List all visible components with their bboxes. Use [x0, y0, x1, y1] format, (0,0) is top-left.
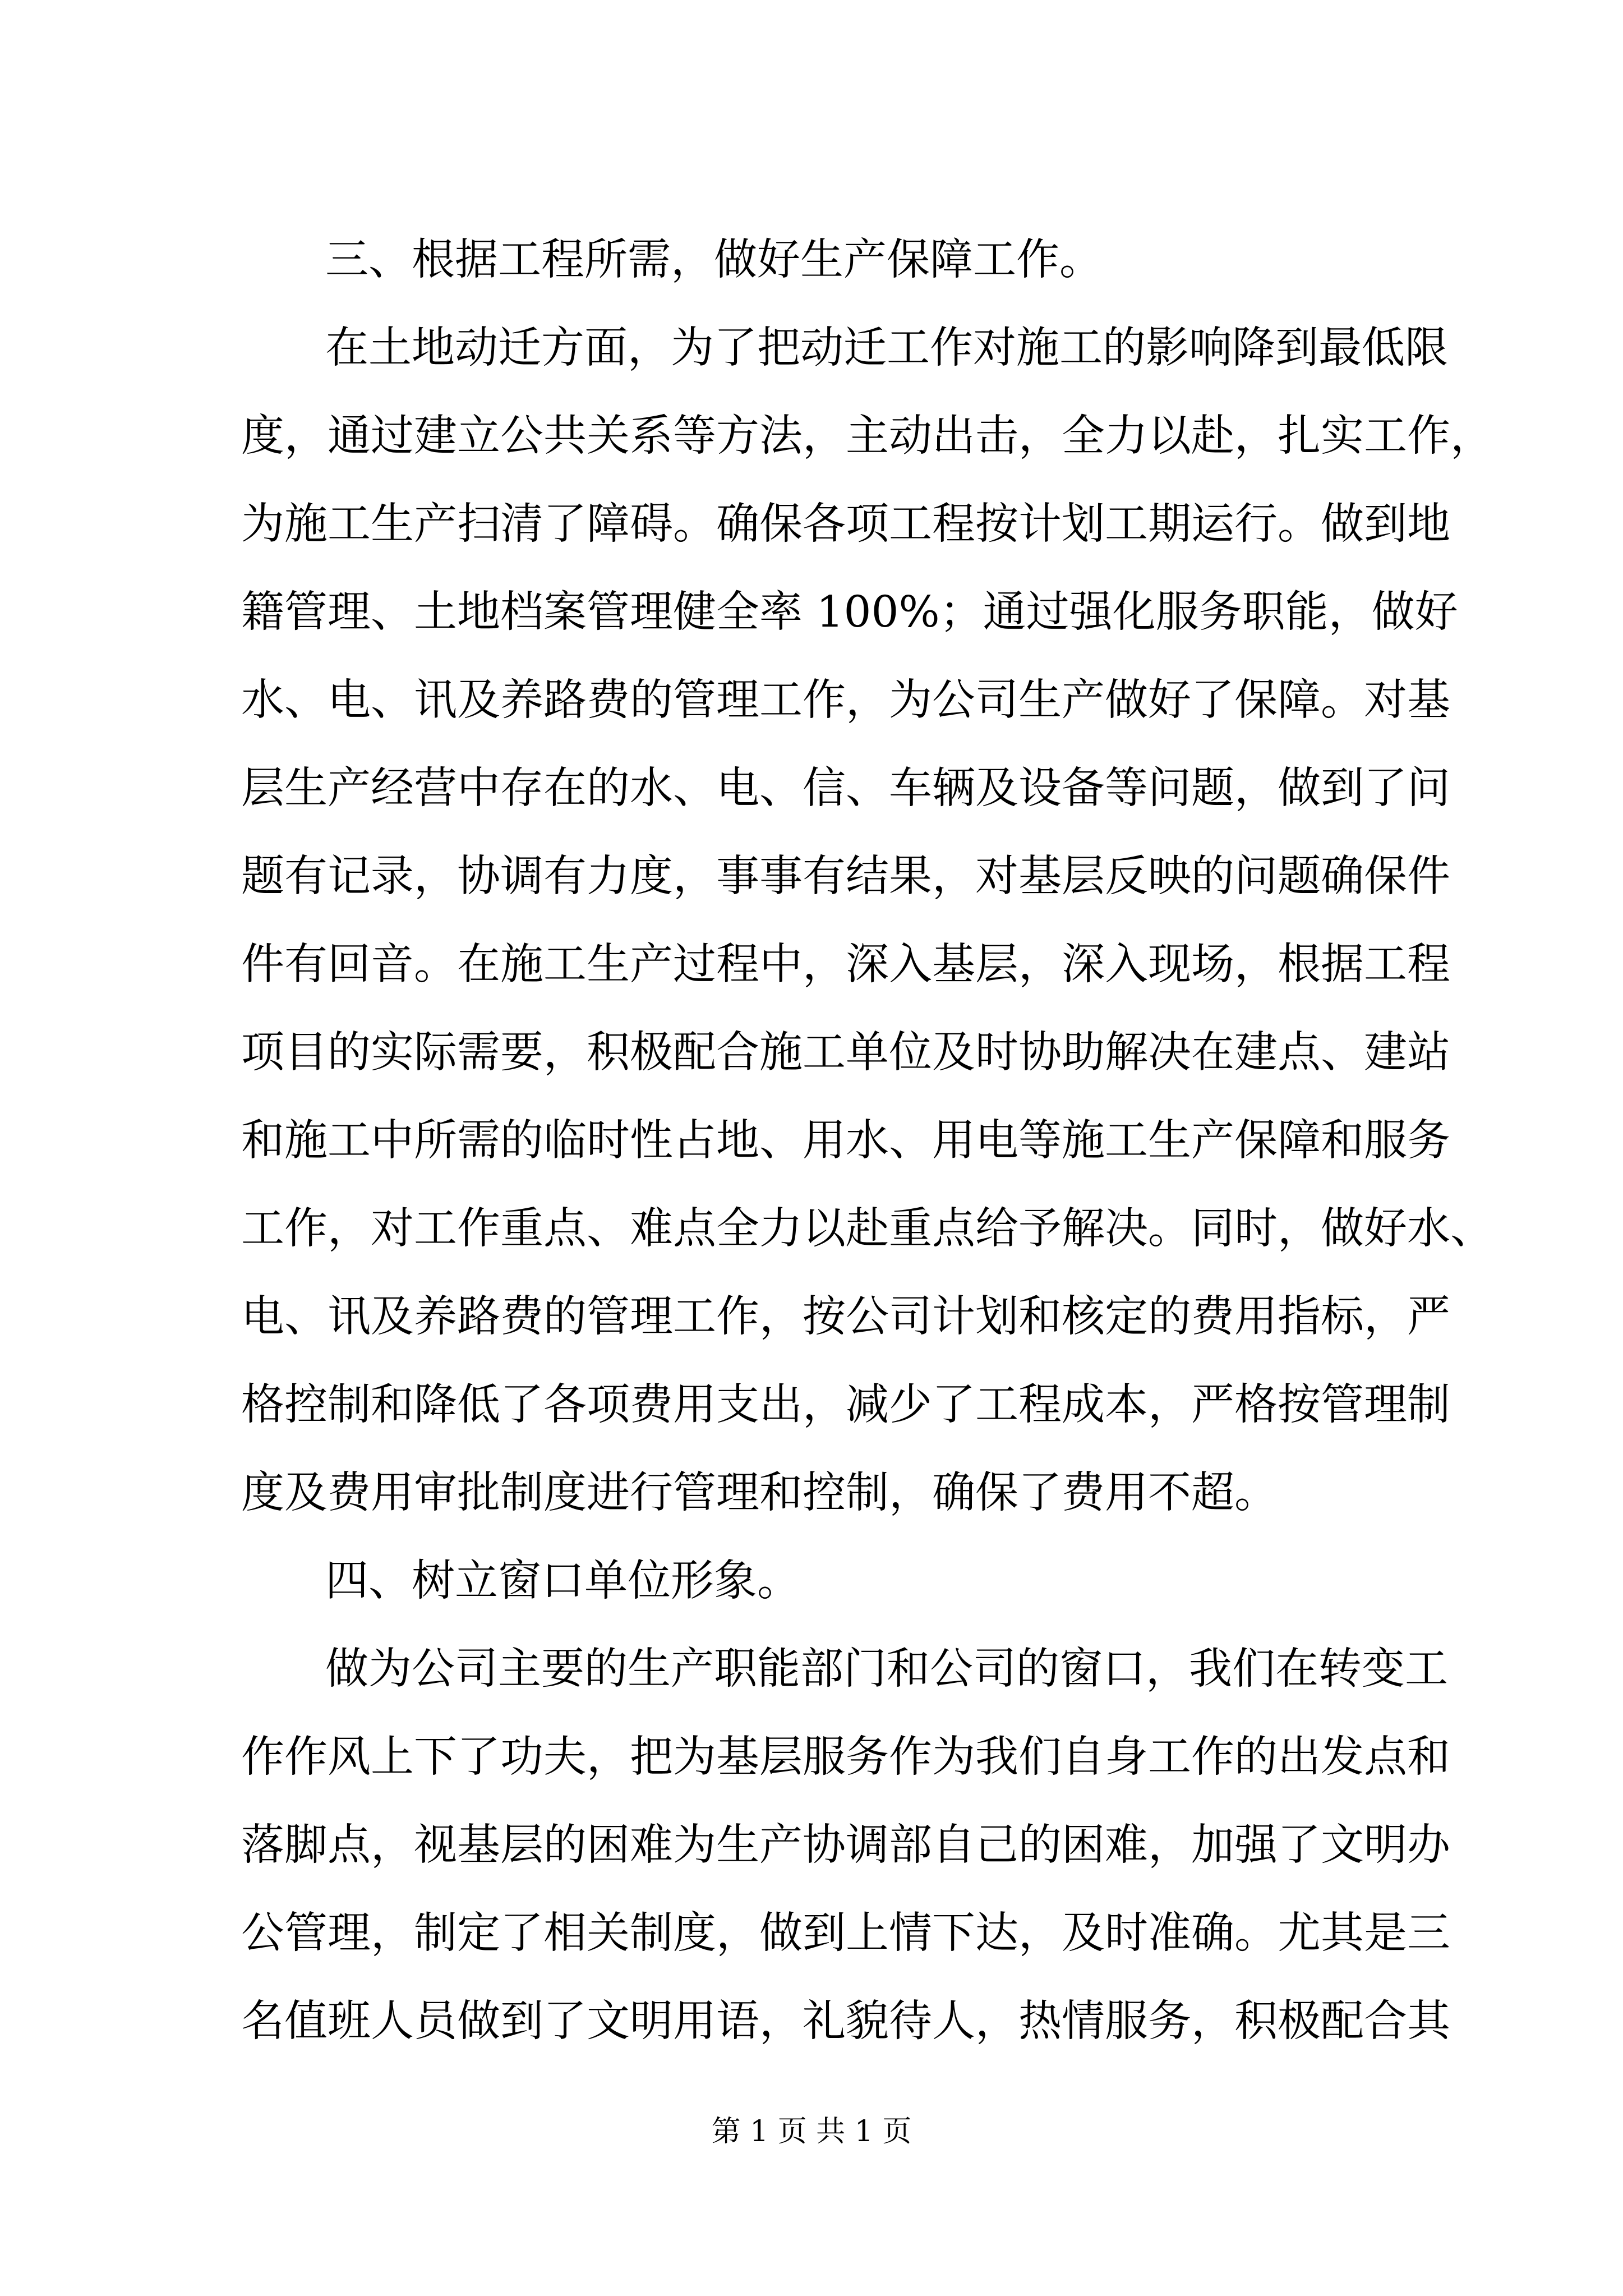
paragraph-line: 水、电、讯及养路费的管理工作，为公司生产做好了保障。对基: [241, 675, 1450, 725]
paragraph-line: 题有记录，协调有力度，事事有结果，对基层反映的问题确保件: [241, 852, 1450, 901]
paragraph-line: 和施工中所需的临时性占地、用水、用电等施工生产保障和服务: [241, 1116, 1450, 1166]
paragraph-line: 做为公司主要的生产职能部门和公司的窗口，我们在转变工: [325, 1644, 1448, 1694]
paragraph-line: 落脚点，视基层的困难为生产协调部自己的困难，加强了文明办: [241, 1820, 1450, 1870]
paragraph-line: 工作，对工作重点、难点全力以赴重点给予解决。同时，做好水、: [241, 1204, 1493, 1254]
paragraph-line: 件有回音。在施工生产过程中，深入基层，深入现场，根据工程: [241, 940, 1450, 990]
paragraph-line: 电、讯及养路费的管理工作，按公司计划和核定的费用指标，严: [241, 1292, 1450, 1342]
section-heading-4: 四、树立窗口单位形象。: [325, 1556, 800, 1606]
paragraph-line: 公管理，制定了相关制度，做到上情下达，及时准确。尤其是三: [241, 1908, 1450, 1958]
paragraph-line: 格控制和降低了各项费用支出，减少了工程成本，严格按管理制: [241, 1380, 1450, 1430]
paragraph-line: 在土地动迁方面，为了把动迁工作对施工的影响降到最低限: [325, 323, 1448, 373]
body-text: [241, 216, 1493, 2065]
paragraph-line: 层生产经营中存在的水、电、信、车辆及设备等问题，做到了问: [241, 763, 1450, 813]
paragraph-line: 为施工生产扫清了障碍。确保各项工程按计划工期运行。做到地: [241, 499, 1450, 549]
page-number-footer: 第 1 页 共 1 页: [711, 2115, 912, 2148]
paragraph-line: 度及费用审批制度进行管理和控制，确保了费用不超。: [241, 1468, 1278, 1518]
paragraph-line: 度，通过建立公共关系等方法，主动出击，全力以赴，扎实工作，: [241, 411, 1493, 461]
paragraph-line: 项目的实际需要，积极配合施工单位及时协助解决在建点、建站: [241, 1028, 1450, 1078]
section-heading-3: 三、根据工程所需，做好生产保障工作。: [325, 235, 1103, 285]
paragraph-line: 名值班人员做到了文明用语，礼貌待人，热情服务，积极配合其: [241, 1996, 1450, 2046]
paragraph-line: 作作风上下了功夫，把为基层服务作为我们自身工作的出发点和: [241, 1732, 1450, 1782]
paragraph-line: 籍管理、土地档案管理健全率 100%；通过强化服务职能，做好: [241, 587, 1458, 637]
